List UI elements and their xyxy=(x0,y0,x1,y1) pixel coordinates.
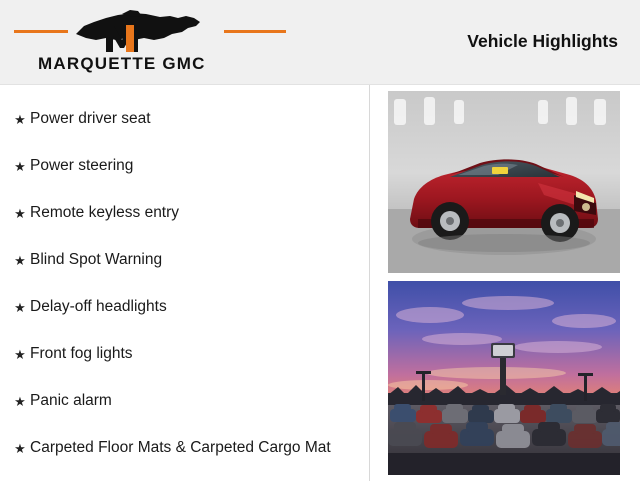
page-header xyxy=(0,0,640,85)
highlight-label: Delay-off headlights xyxy=(30,298,167,315)
highlight-label: Panic alarm xyxy=(30,392,112,409)
list-item xyxy=(0,144,369,191)
dealer-name: MARQUETTE GMC xyxy=(38,54,206,73)
dealership-photo-graphic xyxy=(388,281,620,475)
highlight-label: Power driver seat xyxy=(30,110,151,127)
star-icon: ★ xyxy=(14,300,26,315)
star-icon: ★ xyxy=(14,253,26,268)
vehicle-front-three-quarter-photo[interactable] xyxy=(388,91,620,273)
list-item xyxy=(0,97,369,144)
column-divider xyxy=(369,85,370,481)
highlight-label: Blind Spot Warning xyxy=(30,251,163,268)
star-icon: ★ xyxy=(14,347,26,362)
star-icon: ★ xyxy=(14,159,26,174)
list-item xyxy=(0,426,369,473)
highlight-label: Power steering xyxy=(30,157,134,174)
highlight-label: Front fog lights xyxy=(30,345,133,362)
highlight-label: Remote keyless entry xyxy=(30,204,180,221)
list-item xyxy=(0,332,369,379)
list-item xyxy=(0,238,369,285)
list-item xyxy=(0,285,369,332)
vehicle-photo-graphic xyxy=(388,91,620,273)
page-content xyxy=(0,85,640,481)
vehicle-highlights-list xyxy=(0,85,369,473)
star-icon: ★ xyxy=(14,206,26,221)
dealer-logo-block[interactable] xyxy=(0,0,300,84)
dealership-lot-sunset-photo[interactable] xyxy=(388,281,620,475)
star-icon: ★ xyxy=(14,441,26,456)
highlight-label: Carpeted Floor Mats & Carpeted Cargo Mat xyxy=(30,439,331,456)
list-item xyxy=(0,379,369,426)
star-icon: ★ xyxy=(14,394,26,409)
list-item xyxy=(0,191,369,238)
star-icon: ★ xyxy=(14,112,26,127)
upper-peninsula-silhouette-logo-icon xyxy=(14,8,286,56)
page-title: Vehicle Highlights xyxy=(467,31,618,51)
